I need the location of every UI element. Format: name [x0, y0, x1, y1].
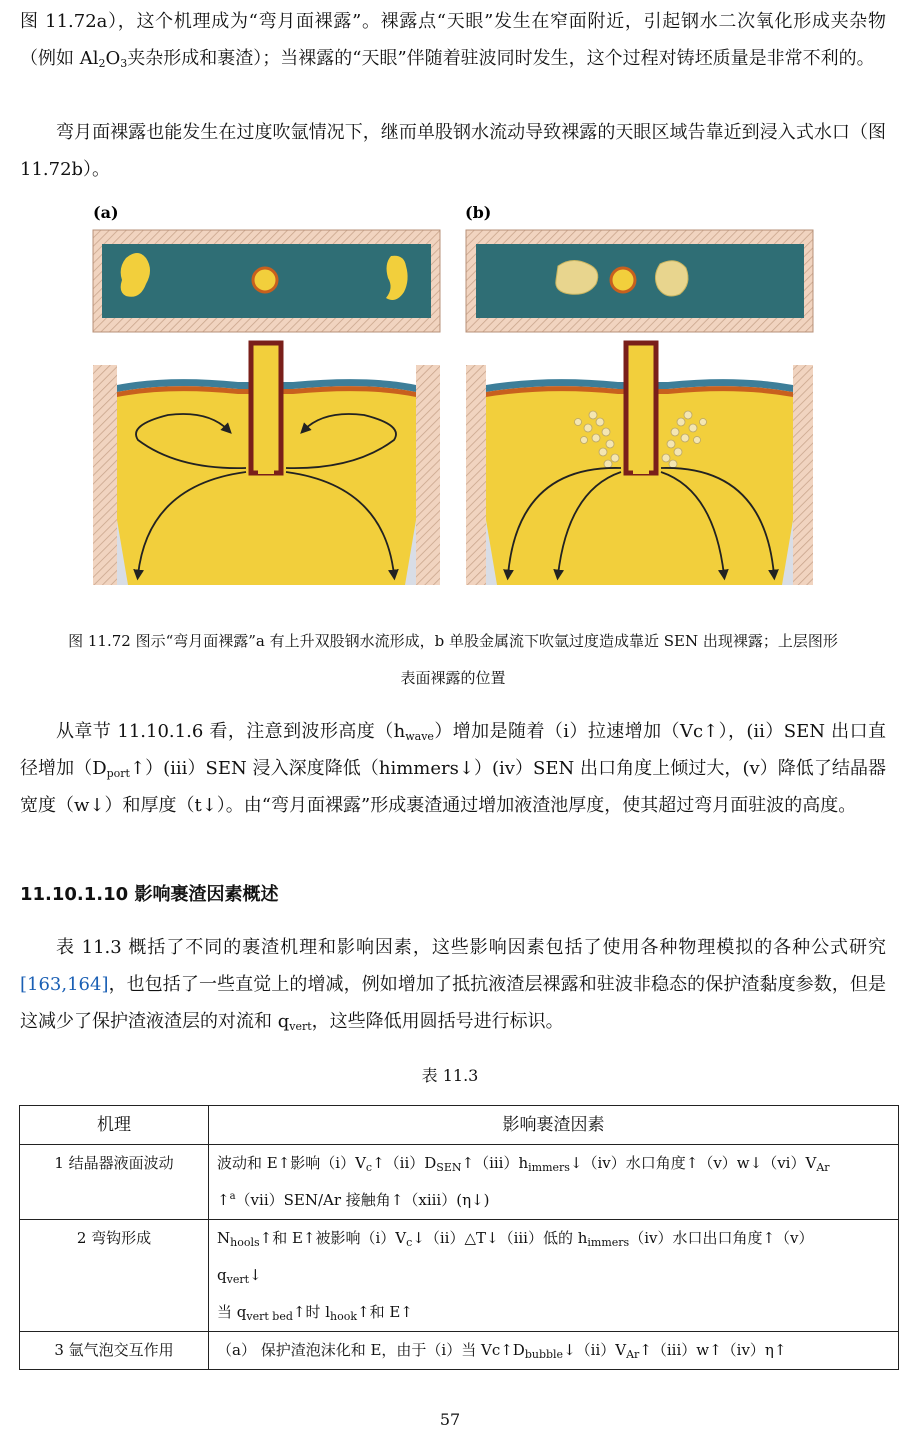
header-mechanism: 机理 — [20, 1106, 209, 1145]
table-row — [20, 1332, 899, 1370]
figure-meniscus-exposure — [88, 200, 818, 595]
panel-b-side-view — [466, 343, 813, 585]
header-factors: 影响裹渣因素 — [209, 1106, 899, 1145]
table-header-row — [20, 1106, 899, 1145]
row3-factors: （a） 保护渣泡沫化和 E，由于（i）当 $Vc↑D_{bubble}↓(ii)V_{Ar}↑(iii)w↑(iv)\eta↑$ — [209, 1332, 899, 1370]
row1-factors: 波动和 E↑影响$(i)V_c↑(ii)D_{SEN}↑(iii)h_{immers}↓(iv)$水口角度$↑(v)w↓(vi)V_{Ar}$ ↑$^a$（vii）SEN/Ar 接触角↑（xiii）(η↓) — [209, 1145, 899, 1220]
figure-caption-line2: 表面裸露的位置 — [400, 669, 506, 687]
table-row — [20, 1145, 899, 1220]
panel-a-top-view — [93, 230, 440, 332]
page-number: 57 — [439, 1410, 461, 1429]
paragraph-wave-height: 从章节 11.10.1.6 看，注意到波形高度$(h_{wave})$增加是随着（i）拉速增加（Vc↑），(ii）SEN 出口直径增加$(D_{port}↑)(iii)SEN$ 浸入深度降低（himmers↓）(iv）SEN 出口角度上倾过大，(v）降低了结晶器宽度（w↓）和厚度（t↓）。由“弯月面裸露”形成裹渣通过增加液渣池厚度，使其超过弯月面驻波的高度。 — [20, 721, 886, 816]
figure-caption-line1: 图 11.72 图示“弯月面裸露”a 有上升双股钢水流形成，b 单股金属流下吹氩过度造成靠近 SEN 出现裸露；上层图形 — [68, 632, 838, 650]
row1-mechanism: 1 结晶器液面波动 — [20, 1145, 209, 1220]
table-title: 表 11.3 — [421, 1066, 479, 1085]
panel-a-side-view — [93, 343, 440, 585]
row3-mechanism: 3 氩气泡交互作用 — [20, 1332, 209, 1370]
panel-b-top-view — [466, 230, 813, 332]
table-row — [20, 1220, 899, 1332]
row2-factors: $N_{hools}↑$和 E↑被影响$(i)V_c↓(ii)\triangle T↓(iii)$低的 $h_{immers}(iv)$水口出口角度↑（v） $q_{vert}↓$ 当 $q_{vert bed}↑$时 $l_{hook}↑$和 E↑ — [209, 1220, 899, 1332]
row2-mechanism: 2 弯钩形成 — [20, 1220, 209, 1332]
label-a: (a) — [93, 203, 119, 222]
label-b: (b) — [465, 203, 492, 222]
section-heading: 11.10.1.10 影响裹渣因素概述 — [20, 884, 279, 905]
citation-link[interactable]: [163,164] — [20, 974, 109, 995]
intro-paragraph-2: 弯月面裸露也能发生在过度吹氩情况下，继而单股钢水流动导致裸露的天眼区域告靠近到浸入式水口（图 11.72b）。 — [20, 122, 886, 180]
paragraph-table-intro: 表 11.3 概括了不同的裹渣机理和影响因素，这些影响因素包括了使用各种物理模拟的各种公式研究[163,164]，也包括了一些直觉上的增减，例如增加了抵抗液渣层裸露和驻波非稳态的保护渣黏度参数，但是这减少了保护渣液渣层的对流和 $q_{vert}$，这些降低用圆括号进行标识。 — [20, 937, 886, 1033]
intro-paragraph-1: 图 11.72a），这个机理成为“弯月面裸露”。裸露点“天眼”发生在窄面附近，引起钢水二次氧化形成夹杂物（例如 $Al_2O_3$夹杂形成和裹渣）；当裸露的“天眼”伴随着驻波同时发生，这个过程对铸坯质量是非常不利的。 — [20, 11, 886, 70]
table-11-3 — [19, 1105, 899, 1370]
